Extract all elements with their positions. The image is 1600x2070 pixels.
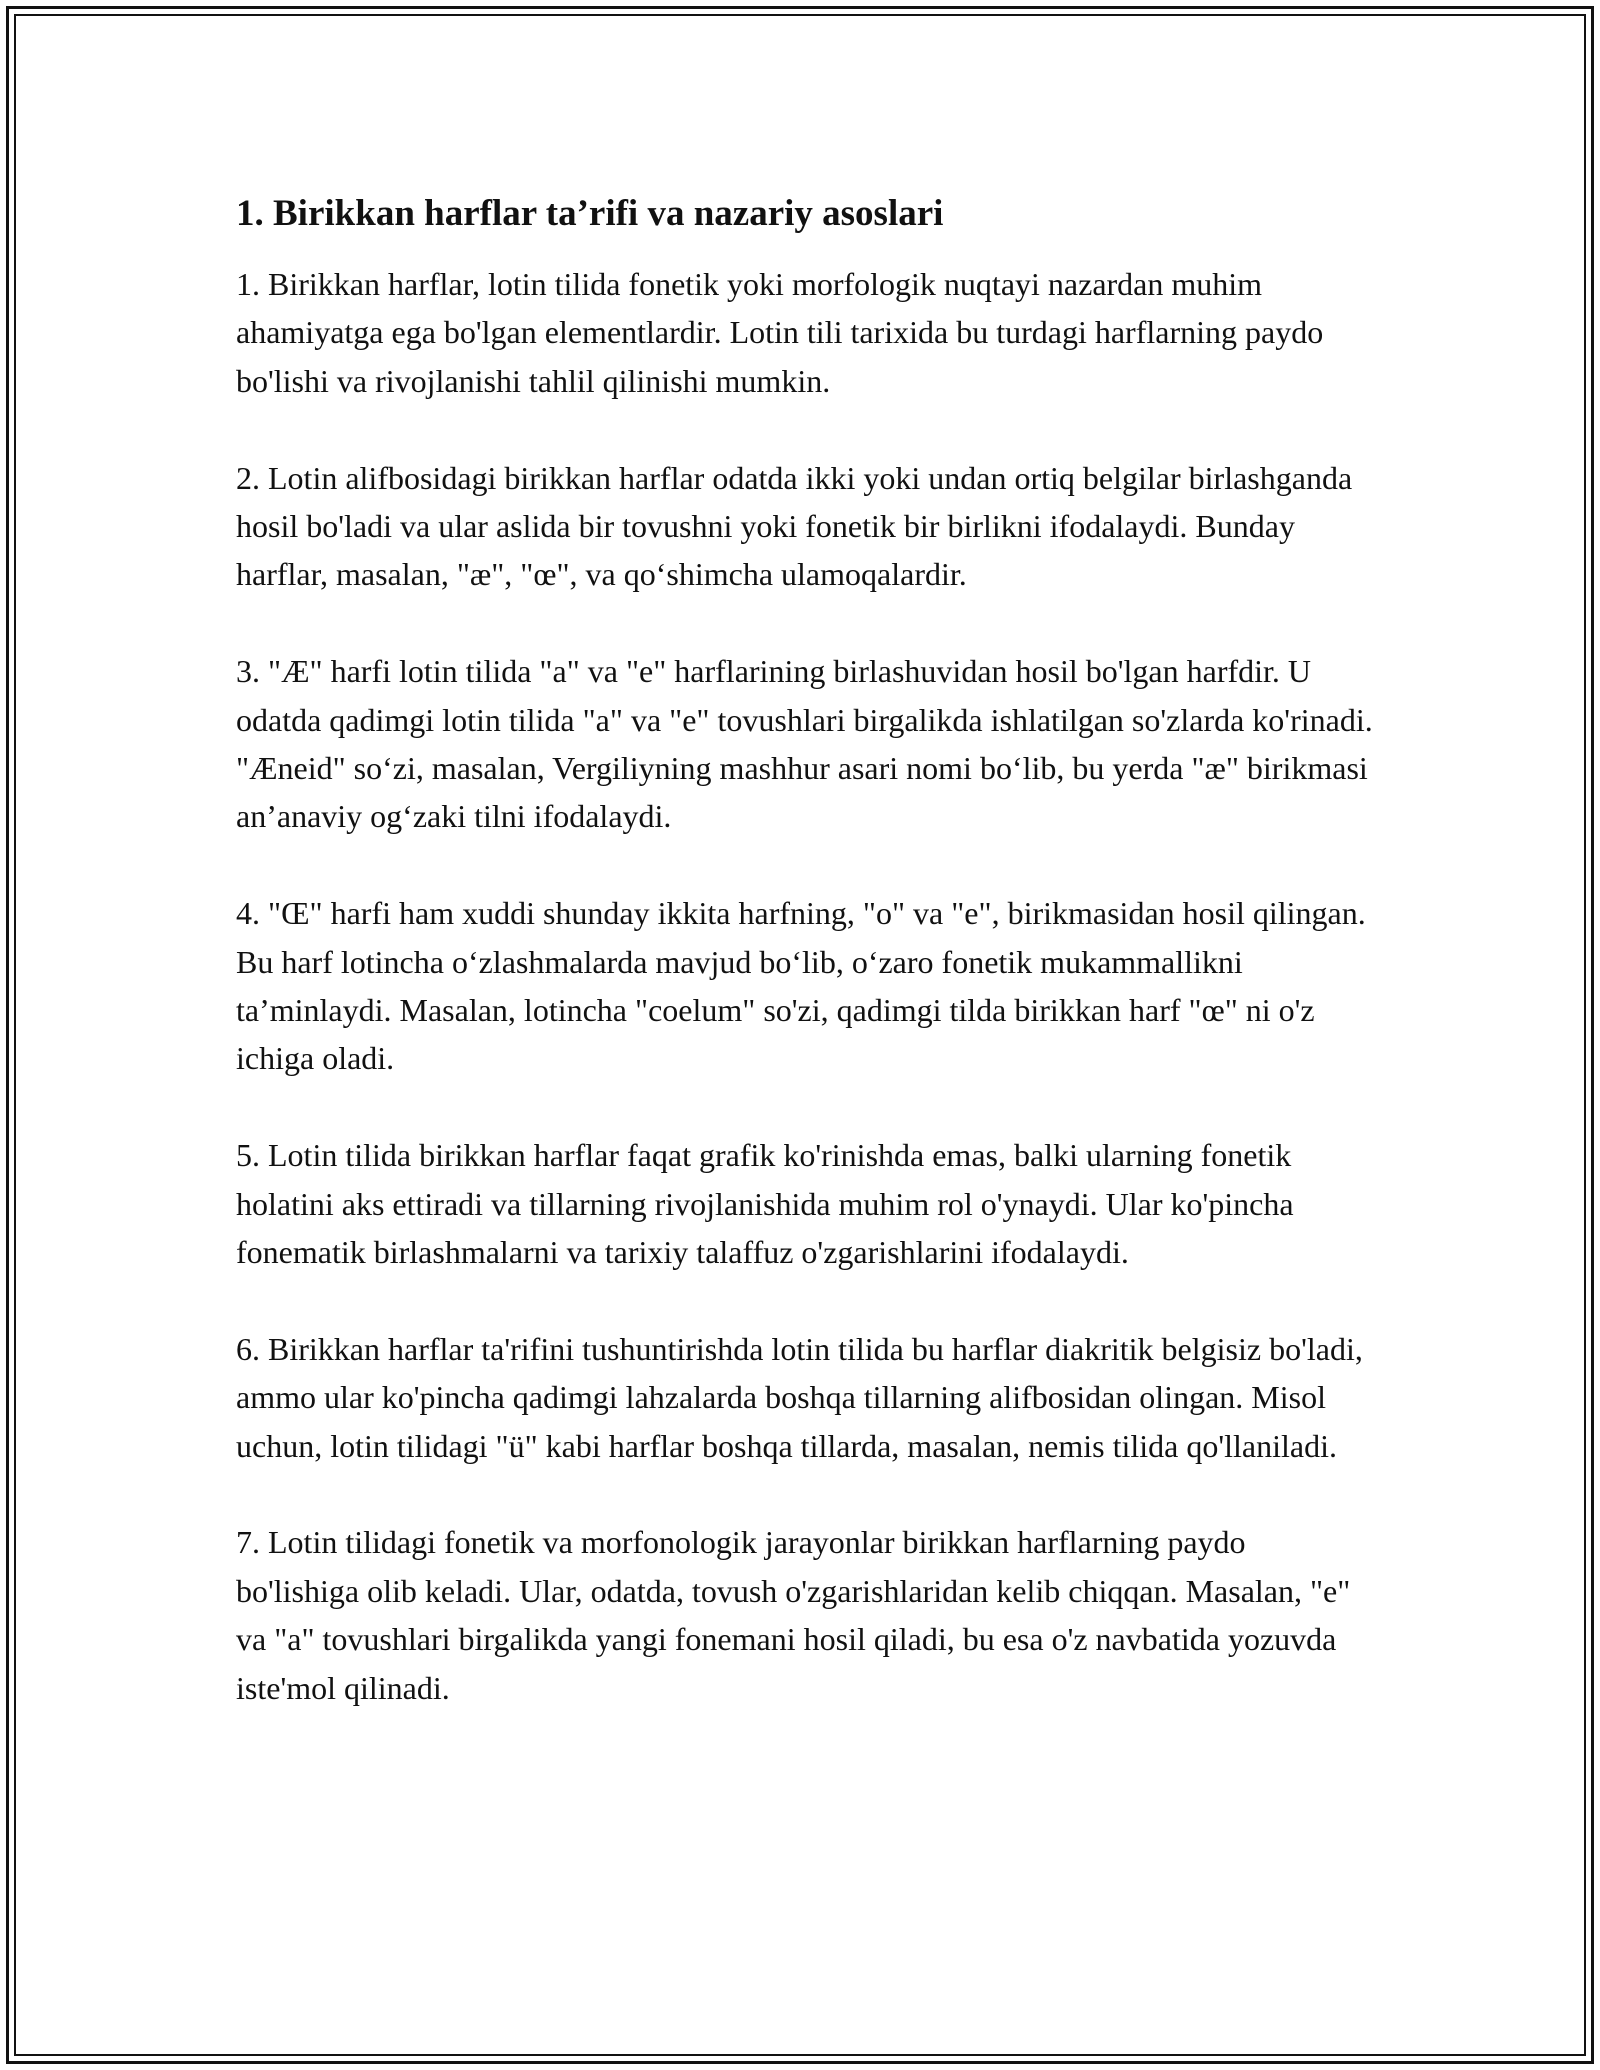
document-body	[236, 188, 1376, 1760]
paragraph-5: 5. Lotin tilida birikkan harflar faqat grafik ko'rinishda emas, balki ularning fonetik holatini aks ettiradi va tillarning rivojlanishida muhim rol o'ynaydi. Ular ko'pincha fonematik birlashmalarni va tarixiy talaffuz o'zgarishlarini ifodalaydi.	[236, 1137, 1294, 1271]
paragraph-3: 3. "Æ" harfi lotin tilida "a" va "e" harflarining birlashuvidan hosil bo'lgan harfdir. U odatda qadimgi lotin tilida "a" va "e" tovushlari birgalikda ishlatilgan so'zlarda ko'rinadi. "Æneid" so‘zi, masalan, Vergiliyning mashhur asari nomi bo‘lib, bu yerda "æ" birikmasi an’anaviy og‘zaki tilni ifodalaydi.	[236, 653, 1373, 835]
paragraph-4: 4. "Œ" harfi ham xuddi shunday ikkita harfning, "o" va "e", birikmasidan hosil qilingan. Bu harf lotincha o‘zlashmalarda mavjud bo‘lib, o‘zaro fonetik mukammallikni ta’minlaydi. Masalan, lotincha "coelum" so'zi, qadimgi tilda birikkan harf "œ" ni o'z ichiga oladi.	[236, 895, 1366, 1077]
paragraph-1: 1. Birikkan harflar, lotin tilida fonetik yoki morfologik nuqtayi nazardan muhim ahamiyatga ega bo'lgan elementlardir. Lotin tili tarixida bu turdagi harflarning paydo bo'lishi va rivojlanishi tahlil qilinishi mumkin.	[236, 266, 1324, 399]
paragraph-6: 6. Birikkan harflar ta'rifini tushuntirishda lotin tilida bu harflar diakritik belgisiz bo'ladi, ammo ular ko'pincha qadimgi lahzalarda boshqa tillarning alifbosidan olingan. Misol uchun, lotin tilidagi "ü" kabi harflar boshqa tillarda, masalan, nemis tilida qo'llaniladi.	[236, 1330, 1363, 1464]
paragraph-2: 2. Lotin alifbosidagi birikkan harflar odatda ikki yoki undan ortiq belgilar birlashganda hosil bo'ladi va ular aslida bir tovushni yoki fonetik bir birlikni ifodalaydi. Bunday harflar, masalan, "æ", "œ", va qo‘shimcha ulamoqalardir.	[236, 459, 1353, 593]
section-heading: 1. Birikkan harflar ta’rifi va nazariy asoslari	[236, 193, 944, 234]
paragraph-7: 7. Lotin tilidagi fonetik va morfonologik jarayonlar birikkan harflarning paydo bo'lishiga olib keladi. Ular, odatda, tovush o'zgarishlaridan kelib chiqqan. Masalan, "e" va "a" tovushlari birgalikda yangi fonemani hosil qiladi, bu esa o'z navbatida yozuvda iste'mol qilinadi.	[236, 1524, 1351, 1706]
